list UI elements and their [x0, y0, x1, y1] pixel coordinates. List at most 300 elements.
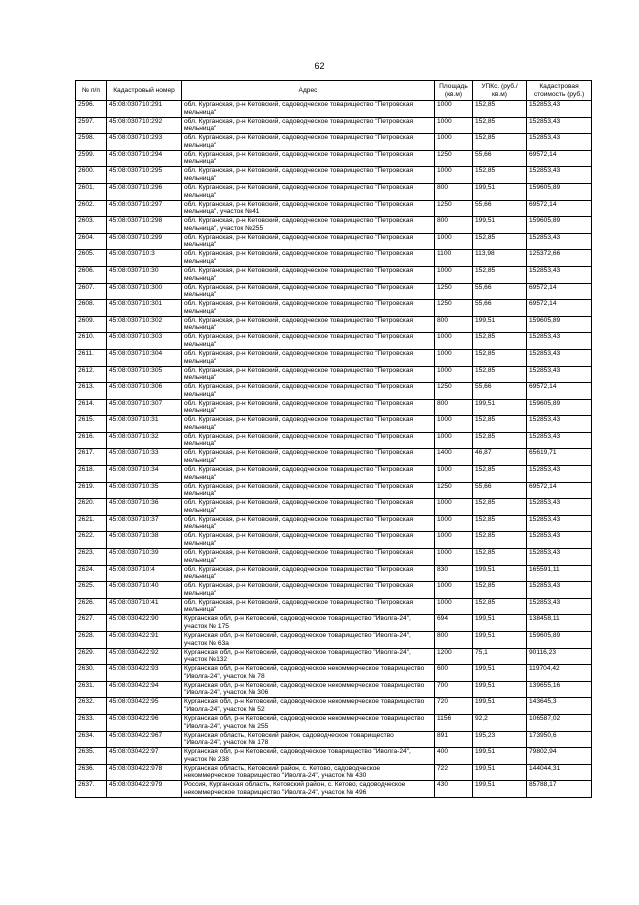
row-number: 2616. — [76, 432, 107, 449]
table-row — [76, 432, 592, 449]
upks: 199,51 — [473, 632, 527, 649]
area: 1000 — [435, 549, 473, 566]
cadastral-number: 45:08:030710:303 — [107, 333, 182, 350]
area: 1200 — [435, 648, 473, 665]
row-number: 2600. — [76, 167, 107, 184]
area: 1250 — [435, 300, 473, 317]
cadastral-number: 45:08:030710:300 — [107, 283, 182, 300]
upks: 195,23 — [473, 731, 527, 748]
area: 1000 — [435, 349, 473, 366]
upks: 152,85 — [473, 101, 527, 118]
cadastral-cost: 90116,23 — [527, 648, 592, 665]
address: обл. Курганская, р-н Кетовский, садоводческое товарищество "Петровская мельница" — [182, 316, 435, 333]
row-number: 2606. — [76, 266, 107, 283]
row-number: 2599. — [76, 150, 107, 167]
table-row — [76, 648, 592, 665]
address: Курганская обл, р-н Кетовский, садоводческое некоммерческое товарищество "Иволга-24", участок № 52 — [182, 698, 435, 715]
cadastral-cost: 159605,89 — [527, 316, 592, 333]
row-number: 2625. — [76, 582, 107, 599]
row-number: 2601. — [76, 183, 107, 200]
cadastral-cost: 69572,14 — [527, 482, 592, 499]
cadastral-number: 45:08:030710:41 — [107, 598, 182, 615]
upks: 55,66 — [473, 482, 527, 499]
area: 1156 — [435, 714, 473, 731]
table-body — [76, 101, 592, 798]
address: обл. Курганская, р-н Кетовский, садоводческое товарищество "Петровская мельница" — [182, 283, 435, 300]
upks: 199,51 — [473, 681, 527, 698]
cadastral-number: 45:08:030422:96 — [107, 714, 182, 731]
table-row — [76, 698, 592, 715]
table-row — [76, 217, 592, 234]
cadastral-number: 45:08:030422:91 — [107, 632, 182, 649]
area: 1000 — [435, 598, 473, 615]
table-row — [76, 316, 592, 333]
table-row — [76, 565, 592, 582]
row-number: 2622. — [76, 532, 107, 549]
cadastral-cost: 159605,89 — [527, 183, 592, 200]
cadastral-cost: 139655,16 — [527, 681, 592, 698]
address: обл. Курганская, р-н Кетовский, садоводческое товарищество "Петровская мельница" — [182, 117, 435, 134]
area: 1000 — [435, 266, 473, 283]
cadastral-cost: 152853,43 — [527, 582, 592, 599]
cadastral-cost: 152853,43 — [527, 499, 592, 516]
cadastral-cost: 152853,43 — [527, 598, 592, 615]
cadastral-number: 45:08:030710:30 — [107, 266, 182, 283]
area: 1100 — [435, 250, 473, 267]
cadastral-number: 45:08:030710:39 — [107, 549, 182, 566]
area: 830 — [435, 565, 473, 582]
address: Курганская обл, р-н Кетовский, садоводческое товарищество "Иволга-24", участок № 175 — [182, 615, 435, 632]
page-number: 62 — [314, 61, 325, 71]
row-number: 2635. — [76, 748, 107, 765]
upks: 152,85 — [473, 117, 527, 134]
area: 1000 — [435, 366, 473, 383]
area: 1000 — [435, 101, 473, 118]
upks: 199,51 — [473, 764, 527, 781]
table-row — [76, 167, 592, 184]
area: 891 — [435, 731, 473, 748]
table-row — [76, 632, 592, 649]
table-row — [76, 532, 592, 549]
cadastral-cost: 165591,11 — [527, 565, 592, 582]
area: 1250 — [435, 383, 473, 400]
address: обл. Курганская, р-н Кетовский, садоводческое товарищество "Петровская мельница" — [182, 549, 435, 566]
row-number: 2619. — [76, 482, 107, 499]
area: 722 — [435, 764, 473, 781]
table-row — [76, 714, 592, 731]
area: 1000 — [435, 466, 473, 483]
address: Курганская обл, р-н Кетовский, садоводческое товарищество "Иволга-24", участок №132 — [182, 648, 435, 665]
cadastral-number: 45:08:030710:295 — [107, 167, 182, 184]
cadastral-number: 45:08:030710:296 — [107, 183, 182, 200]
table-row — [76, 266, 592, 283]
cadastral-number: 45:08:030710:292 — [107, 117, 182, 134]
area: 1000 — [435, 333, 473, 350]
row-number: 2603. — [76, 217, 107, 234]
address: обл. Курганская, р-н Кетовский, садоводческое товарищество "Петровская мельница" — [182, 482, 435, 499]
area: 800 — [435, 632, 473, 649]
address: обл. Курганская, р-н Кетовский, садоводческое товарищество "Петровская мельница" — [182, 266, 435, 283]
cadastral-number: 45:08:030710:40 — [107, 582, 182, 599]
area: 694 — [435, 615, 473, 632]
table-header-row — [76, 81, 592, 101]
table-row — [76, 250, 592, 267]
row-number: 2610. — [76, 333, 107, 350]
row-number: 2607. — [76, 283, 107, 300]
cadastral-cost: 152853,43 — [527, 416, 592, 433]
table-row — [76, 101, 592, 118]
table-row — [76, 748, 592, 765]
area: 1250 — [435, 283, 473, 300]
address: обл. Курганская, р-н Кетовский, садоводческое товарищество "Петровская мельница" — [182, 399, 435, 416]
upks: 55,66 — [473, 383, 527, 400]
address: обл. Курганская, р-н Кетовский, садоводческое товарищество "Петровская мельница" — [182, 183, 435, 200]
cadastral-number: 45:08:030710:301 — [107, 300, 182, 317]
row-number: 2632. — [76, 698, 107, 715]
row-number: 2612. — [76, 366, 107, 383]
address: обл. Курганская, р-н Кетовский, садоводческое товарищество "Петровская мельница" — [182, 250, 435, 267]
table-row — [76, 283, 592, 300]
upks: 152,85 — [473, 333, 527, 350]
header-cadastral-number: Кадастровый номер — [107, 81, 182, 101]
area: 400 — [435, 748, 473, 765]
table-row — [76, 117, 592, 134]
table-row — [76, 665, 592, 682]
table-row — [76, 233, 592, 250]
cadastral-cost: 152853,43 — [527, 101, 592, 118]
cadastral-number: 45:08:030422:97 — [107, 748, 182, 765]
table-row — [76, 399, 592, 416]
cadastral-number: 45:08:030710:3 — [107, 250, 182, 267]
row-number: 2604. — [76, 233, 107, 250]
cadastral-number: 45:08:030710:4 — [107, 565, 182, 582]
upks: 152,85 — [473, 532, 527, 549]
address: обл. Курганская, р-н Кетовский, садоводческое товарищество "Петровская мельница" — [182, 150, 435, 167]
row-number: 2598. — [76, 134, 107, 151]
address: обл. Курганская, р-н Кетовский, садоводческое товарищество "Петровская мельница" — [182, 582, 435, 599]
cadastral-cost: 152853,43 — [527, 466, 592, 483]
row-number: 2613. — [76, 383, 107, 400]
cadastral-number: 45:08:030710:34 — [107, 466, 182, 483]
upks: 199,51 — [473, 399, 527, 416]
row-number: 2624. — [76, 565, 107, 582]
cadastral-cost: 125372,66 — [527, 250, 592, 267]
address: обл. Курганская, р-н Кетовский, садоводческое товарищество "Петровская мельница", участок №41 — [182, 200, 435, 217]
upks: 152,85 — [473, 432, 527, 449]
address: обл. Курганская, р-н Кетовский, садоводческое товарищество "Петровская мельница" — [182, 349, 435, 366]
row-number: 2630. — [76, 665, 107, 682]
address: обл. Курганская, р-н Кетовский, садоводческое товарищество "Петровская мельница" — [182, 449, 435, 466]
address: обл. Курганская, р-н Кетовский, садоводческое товарищество "Петровская мельница" — [182, 565, 435, 582]
upks: 113,98 — [473, 250, 527, 267]
header-number: № п/п — [76, 81, 107, 101]
table-row — [76, 681, 592, 698]
row-number: 2608. — [76, 300, 107, 317]
header-address: Адрес — [182, 81, 435, 101]
row-number: 2602. — [76, 200, 107, 217]
upks: 152,85 — [473, 598, 527, 615]
cadastral-cost: 152853,43 — [527, 349, 592, 366]
cadastral-cost: 144044,31 — [527, 764, 592, 781]
area: 720 — [435, 698, 473, 715]
area: 1250 — [435, 200, 473, 217]
address: Курганская обл, р-н Кетовский, садоводческое некоммерческое товарищество "Иволга-24", участок № 306 — [182, 681, 435, 698]
table-row — [76, 549, 592, 566]
address: Курганская обл, р-н Кетовский, садоводческое товарищество "Иволга-24", участок № 63а — [182, 632, 435, 649]
address: Курганская обл, р-н Кетовский, садоводческое некоммерческое товарищество "Иволга-24", участок № 255 — [182, 714, 435, 731]
upks: 199,51 — [473, 665, 527, 682]
cadastral-number: 45:08:030710:297 — [107, 200, 182, 217]
address: обл. Курганская, р-н Кетовский, садоводческое товарищество "Петровская мельница" — [182, 101, 435, 118]
table-row — [76, 499, 592, 516]
row-number: 2618. — [76, 466, 107, 483]
row-number: 2636. — [76, 764, 107, 781]
upks: 152,85 — [473, 416, 527, 433]
cadastral-number: 45:08:030422:95 — [107, 698, 182, 715]
area: 1400 — [435, 449, 473, 466]
row-number: 2609. — [76, 316, 107, 333]
row-number: 2627. — [76, 615, 107, 632]
row-number: 2605. — [76, 250, 107, 267]
cadastral-number: 45:08:030710:37 — [107, 515, 182, 532]
cadastral-cost: 152853,43 — [527, 432, 592, 449]
cadastral-number: 45:08:030422:979 — [107, 781, 182, 798]
cadastral-cost: 152853,43 — [527, 333, 592, 350]
address: обл. Курганская, р-н Кетовский, садоводческое товарищество "Петровская мельница" — [182, 300, 435, 317]
area: 1000 — [435, 167, 473, 184]
cadastral-cost: 106587,02 — [527, 714, 592, 731]
upks: 199,51 — [473, 781, 527, 798]
upks: 199,51 — [473, 698, 527, 715]
table-row — [76, 598, 592, 615]
area: 600 — [435, 665, 473, 682]
cadastral-cost: 152853,43 — [527, 532, 592, 549]
cadastral-number: 45:08:030710:304 — [107, 349, 182, 366]
row-number: 2620. — [76, 499, 107, 516]
row-number: 2626. — [76, 598, 107, 615]
table-row — [76, 150, 592, 167]
cadastral-cost: 152853,43 — [527, 167, 592, 184]
cadastral-number: 45:08:030422:90 — [107, 615, 182, 632]
area: 800 — [435, 183, 473, 200]
row-number: 2611. — [76, 349, 107, 366]
cadastral-number: 45:08:030710:294 — [107, 150, 182, 167]
cadastral-cost: 119704,42 — [527, 665, 592, 682]
row-number: 2615. — [76, 416, 107, 433]
cadastral-cost: 152853,43 — [527, 233, 592, 250]
area: 800 — [435, 217, 473, 234]
upks: 152,85 — [473, 349, 527, 366]
upks: 152,85 — [473, 515, 527, 532]
upks: 199,51 — [473, 565, 527, 582]
table-row — [76, 383, 592, 400]
upks: 199,51 — [473, 316, 527, 333]
cadastral-number: 45:08:030422:92 — [107, 648, 182, 665]
cadastral-number: 45:08:030710:302 — [107, 316, 182, 333]
cadastral-cost: 79802,94 — [527, 748, 592, 765]
cadastral-value-table — [75, 80, 592, 798]
address: обл. Курганская, р-н Кетовский, садоводческое товарищество "Петровская мельница" — [182, 134, 435, 151]
cadastral-number: 45:08:030710:305 — [107, 366, 182, 383]
area: 800 — [435, 316, 473, 333]
cadastral-cost: 159605,89 — [527, 632, 592, 649]
cadastral-cost: 152853,43 — [527, 134, 592, 151]
area: 1250 — [435, 482, 473, 499]
upks: 46,87 — [473, 449, 527, 466]
address: обл. Курганская, р-н Кетовский, садоводческое товарищество "Петровская мельница" — [182, 515, 435, 532]
cadastral-cost: 152853,43 — [527, 515, 592, 532]
area: 1000 — [435, 532, 473, 549]
table-row — [76, 349, 592, 366]
cadastral-cost: 152853,43 — [527, 366, 592, 383]
area: 430 — [435, 781, 473, 798]
area: 800 — [435, 399, 473, 416]
row-number: 2637. — [76, 781, 107, 798]
address: обл. Курганская, р-н Кетовский, садоводческое товарищество "Петровская мельница" — [182, 383, 435, 400]
address: обл. Курганская, р-н Кетовский, садоводческое товарищество "Петровская мельница", участок №255 — [182, 217, 435, 234]
table-row — [76, 183, 592, 200]
upks: 152,85 — [473, 266, 527, 283]
upks: 75,1 — [473, 648, 527, 665]
address: обл. Курганская, р-н Кетовский, садоводческое товарищество "Петровская мельница" — [182, 499, 435, 516]
upks: 55,66 — [473, 283, 527, 300]
address: обл. Курганская, р-н Кетовский, садоводческое товарищество "Петровская мельница" — [182, 432, 435, 449]
table-row — [76, 781, 592, 798]
area: 1000 — [435, 117, 473, 134]
table-row — [76, 200, 592, 217]
cadastral-number: 45:08:030422:967 — [107, 731, 182, 748]
row-number: 2597. — [76, 117, 107, 134]
upks: 55,66 — [473, 150, 527, 167]
cadastral-number: 45:08:030710:293 — [107, 134, 182, 151]
table-row — [76, 482, 592, 499]
area: 1000 — [435, 416, 473, 433]
upks: 152,85 — [473, 366, 527, 383]
upks: 199,51 — [473, 183, 527, 200]
area: 1000 — [435, 134, 473, 151]
address: Курганская обл, р-н Кетовский, садоводческое товарищество "Иволга-24", участок № 238 — [182, 748, 435, 765]
cadastral-cost: 152853,43 — [527, 549, 592, 566]
upks: 152,85 — [473, 499, 527, 516]
area: 700 — [435, 681, 473, 698]
cadastral-cost: 69572,14 — [527, 283, 592, 300]
cadastral-number: 45:08:030422:94 — [107, 681, 182, 698]
cadastral-number: 45:08:030710:33 — [107, 449, 182, 466]
address: Курганская обл, р-н Кетовский, садоводческое некоммерческое товарищество "Иволга-24", участок № 78 — [182, 665, 435, 682]
cadastral-cost: 69572,14 — [527, 200, 592, 217]
upks: 152,85 — [473, 233, 527, 250]
row-number: 2621. — [76, 515, 107, 532]
cadastral-number: 45:08:030710:31 — [107, 416, 182, 433]
cadastral-number: 45:08:030422:978 — [107, 764, 182, 781]
address: обл. Курганская, р-н Кетовский, садоводческое товарищество "Петровская мельница" — [182, 416, 435, 433]
cadastral-number: 45:08:030710:291 — [107, 101, 182, 118]
cadastral-number: 45:08:030422:93 — [107, 665, 182, 682]
area: 1250 — [435, 150, 473, 167]
address: Курганская область, Кетовский район, с. Кетово, садоводческое некоммерческое товарищество "Иволга-24", участок № 430 — [182, 764, 435, 781]
row-number: 2623. — [76, 549, 107, 566]
cadastral-number: 45:08:030710:299 — [107, 233, 182, 250]
address: обл. Курганская, р-н Кетовский, садоводческое товарищество "Петровская мельница" — [182, 598, 435, 615]
upks: 152,85 — [473, 582, 527, 599]
upks: 152,85 — [473, 134, 527, 151]
area: 1000 — [435, 432, 473, 449]
cadastral-cost: 85788,17 — [527, 781, 592, 798]
cadastral-cost: 69572,14 — [527, 383, 592, 400]
upks: 152,85 — [473, 549, 527, 566]
table-row — [76, 300, 592, 317]
table-row — [76, 333, 592, 350]
cadastral-cost: 143645,3 — [527, 698, 592, 715]
table-row — [76, 466, 592, 483]
cadastral-cost: 152853,43 — [527, 117, 592, 134]
upks: 199,51 — [473, 748, 527, 765]
header-area: Площадь (кв.м) — [435, 81, 473, 101]
address: обл. Курганская, р-н Кетовский, садоводческое товарищество "Петровская мельница" — [182, 532, 435, 549]
upks: 152,85 — [473, 167, 527, 184]
table-row — [76, 366, 592, 383]
cadastral-cost: 159605,89 — [527, 217, 592, 234]
cadastral-number: 45:08:030710:38 — [107, 532, 182, 549]
address: Курганская область, Кетовский район, садоводческое товарищество "Иволга-24", участок № 178 — [182, 731, 435, 748]
table-row — [76, 416, 592, 433]
cadastral-number: 45:08:030710:35 — [107, 482, 182, 499]
cadastral-cost: 69572,14 — [527, 300, 592, 317]
upks: 92,2 — [473, 714, 527, 731]
row-number: 2629. — [76, 648, 107, 665]
cadastral-cost: 65619,71 — [527, 449, 592, 466]
cadastral-cost: 69572,14 — [527, 150, 592, 167]
area: 1000 — [435, 499, 473, 516]
upks: 55,66 — [473, 300, 527, 317]
table-row — [76, 515, 592, 532]
row-number: 2633. — [76, 714, 107, 731]
address: обл. Курганская, р-н Кетовский, садоводческое товарищество "Петровская мельница" — [182, 167, 435, 184]
row-number: 2628. — [76, 632, 107, 649]
address: обл. Курганская, р-н Кетовский, садоводческое товарищество "Петровская мельница" — [182, 333, 435, 350]
cadastral-cost: 173950,6 — [527, 731, 592, 748]
address: обл. Курганская, р-н Кетовский, садоводческое товарищество "Петровская мельница" — [182, 466, 435, 483]
area: 1000 — [435, 582, 473, 599]
upks: 152,85 — [473, 466, 527, 483]
table-row — [76, 731, 592, 748]
header-cadastral-cost: Кадастровая стоимость (руб.) — [527, 81, 592, 101]
address: обл. Курганская, р-н Кетовский, садоводческое товарищество "Петровская мельница" — [182, 233, 435, 250]
cadastral-cost: 138458,11 — [527, 615, 592, 632]
area: 1000 — [435, 233, 473, 250]
table-row — [76, 134, 592, 151]
cadastral-number: 45:08:030710:307 — [107, 399, 182, 416]
table-row — [76, 582, 592, 599]
cadastral-number: 45:08:030710:298 — [107, 217, 182, 234]
address: Россия, Курганская область, Кетовский район, с. Кетово, садоводческое некоммерческое товарищество "Иволга-24", участок № 496 — [182, 781, 435, 798]
address: обл. Курганская, р-н Кетовский, садоводческое товарищество "Петровская мельница" — [182, 366, 435, 383]
row-number: 2614. — [76, 399, 107, 416]
cadastral-number: 45:08:030710:36 — [107, 499, 182, 516]
row-number: 2631. — [76, 681, 107, 698]
table-row — [76, 449, 592, 466]
upks: 55,66 — [473, 200, 527, 217]
row-number: 2617. — [76, 449, 107, 466]
row-number: 2634. — [76, 731, 107, 748]
upks: 199,51 — [473, 615, 527, 632]
table-row — [76, 615, 592, 632]
upks: 199,51 — [473, 217, 527, 234]
cadastral-number: 45:08:030710:306 — [107, 383, 182, 400]
table-row — [76, 764, 592, 781]
cadastral-cost: 159605,89 — [527, 399, 592, 416]
cadastral-cost: 152853,43 — [527, 266, 592, 283]
